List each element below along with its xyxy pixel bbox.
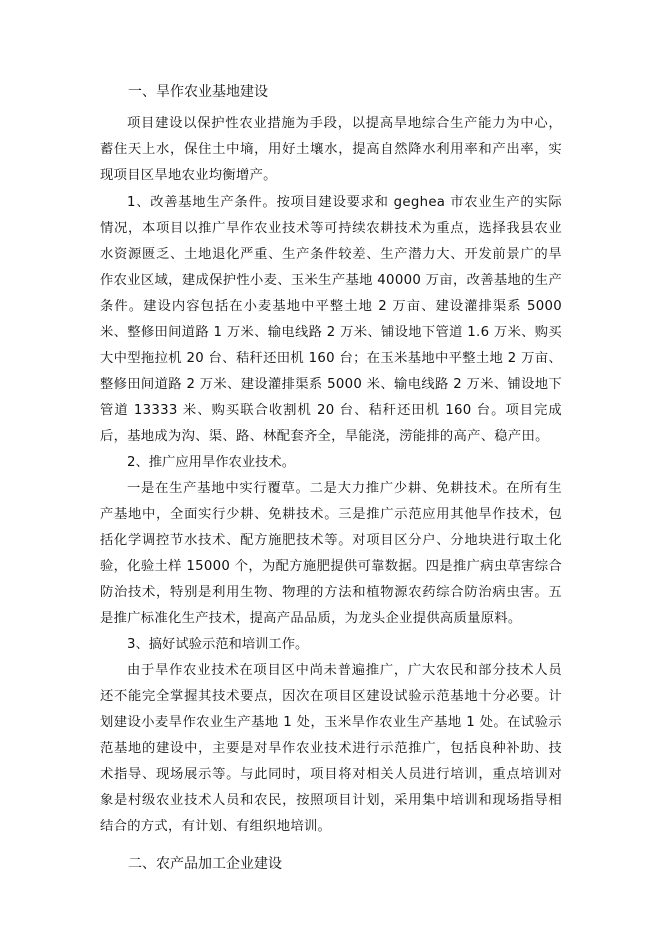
section-1-heading: 一、旱作农业基地建设 bbox=[128, 84, 268, 100]
item-2-paragraph: 一是在生产基地中实行覆草。二是大力推广少耕、免耕技术。在所有生产基地中，全面实行少耕、免耕技术。三是推广示范应用其他旱作技术，包括化学调控节水技术、配方施肥技术等。对项目区分户、分地块进行取土化验，化验土样 15000 个，为配方施肥提供可靠数据。四是推广病虫草害综合防治技术，特别是利用生物、物理的方法和植物源农药综合防治病虫害。五是推广标准化生产技术，提高产品品质，为龙头企业提供高质量原料。 bbox=[100, 481, 562, 626]
item-1-paragraph: 1、改善基地生产条件。按项目建设要求和 geghea 市农业生产的实际情况，本项目以推广旱作农业技术等可持续农耕技术为重点，选择我县农业水资源匮乏、土地退化严重、生产条件较差、生产潜力大、开发前景广的旱作农业区域，建成保护性小麦、玉米生产基地 40000 万亩，改善基地的生产条件。建设内容包括在小麦基地中平整土地 2 万亩、建设灌排渠系 5000 米、整修田间道路 1 万米、输电线路 2 万米、铺设地下管道 1.6 万米、购买大中型拖拉机 20 台、秸秆还田机 160 台；在玉米基地中平整土地 2 万亩、整修田间道路 2 万米、建设灌排渠系 5000 米、输电线路 2 万米、铺设地下管道 13333 米、购买联合收割机 20 台、秸秆还田机 160 台。项目完成后，基地成为沟、渠、路、林配套齐全，旱能浇，涝能排的高产、稳产田。 bbox=[100, 195, 562, 444]
item-3-paragraph: 由于旱作农业技术在项目区中尚未普遍推广，广大农民和部分技术人员还不能完全掌握其技术要点，因次在项目区建设试验示范基地十分必要。计划建设小麦旱作农业生产基地 1 处，玉米旱作农业生产基地 1 处。在试验示范基地的建设中，主要是对旱作农业技术进行示范推广，包括良种补助、技术指导、现场展示等。与此同时，项目将对相关人员进行培训，重点培训对象是村级农业技术人员和农民，按照项目计划，采用集中培训和现场指导相结合的方式，有计划、有组织地培训。 bbox=[100, 663, 562, 834]
item-3-title: 3、搞好试验示范和培训工作。 bbox=[127, 637, 309, 652]
section-2-heading: 二、农产品加工企业建设 bbox=[128, 856, 282, 872]
section-1-intro-paragraph: 项目建设以保护性农业措施为手段，以提高旱地综合生产能力为中心，蓄住天上水，保住土中墒，用好土壤水，提高自然降水利用率和产出率，实现项目区旱地农业均衡增产。 bbox=[100, 116, 562, 183]
item-2-title: 2、推广应用旱作农业技术。 bbox=[127, 455, 296, 470]
